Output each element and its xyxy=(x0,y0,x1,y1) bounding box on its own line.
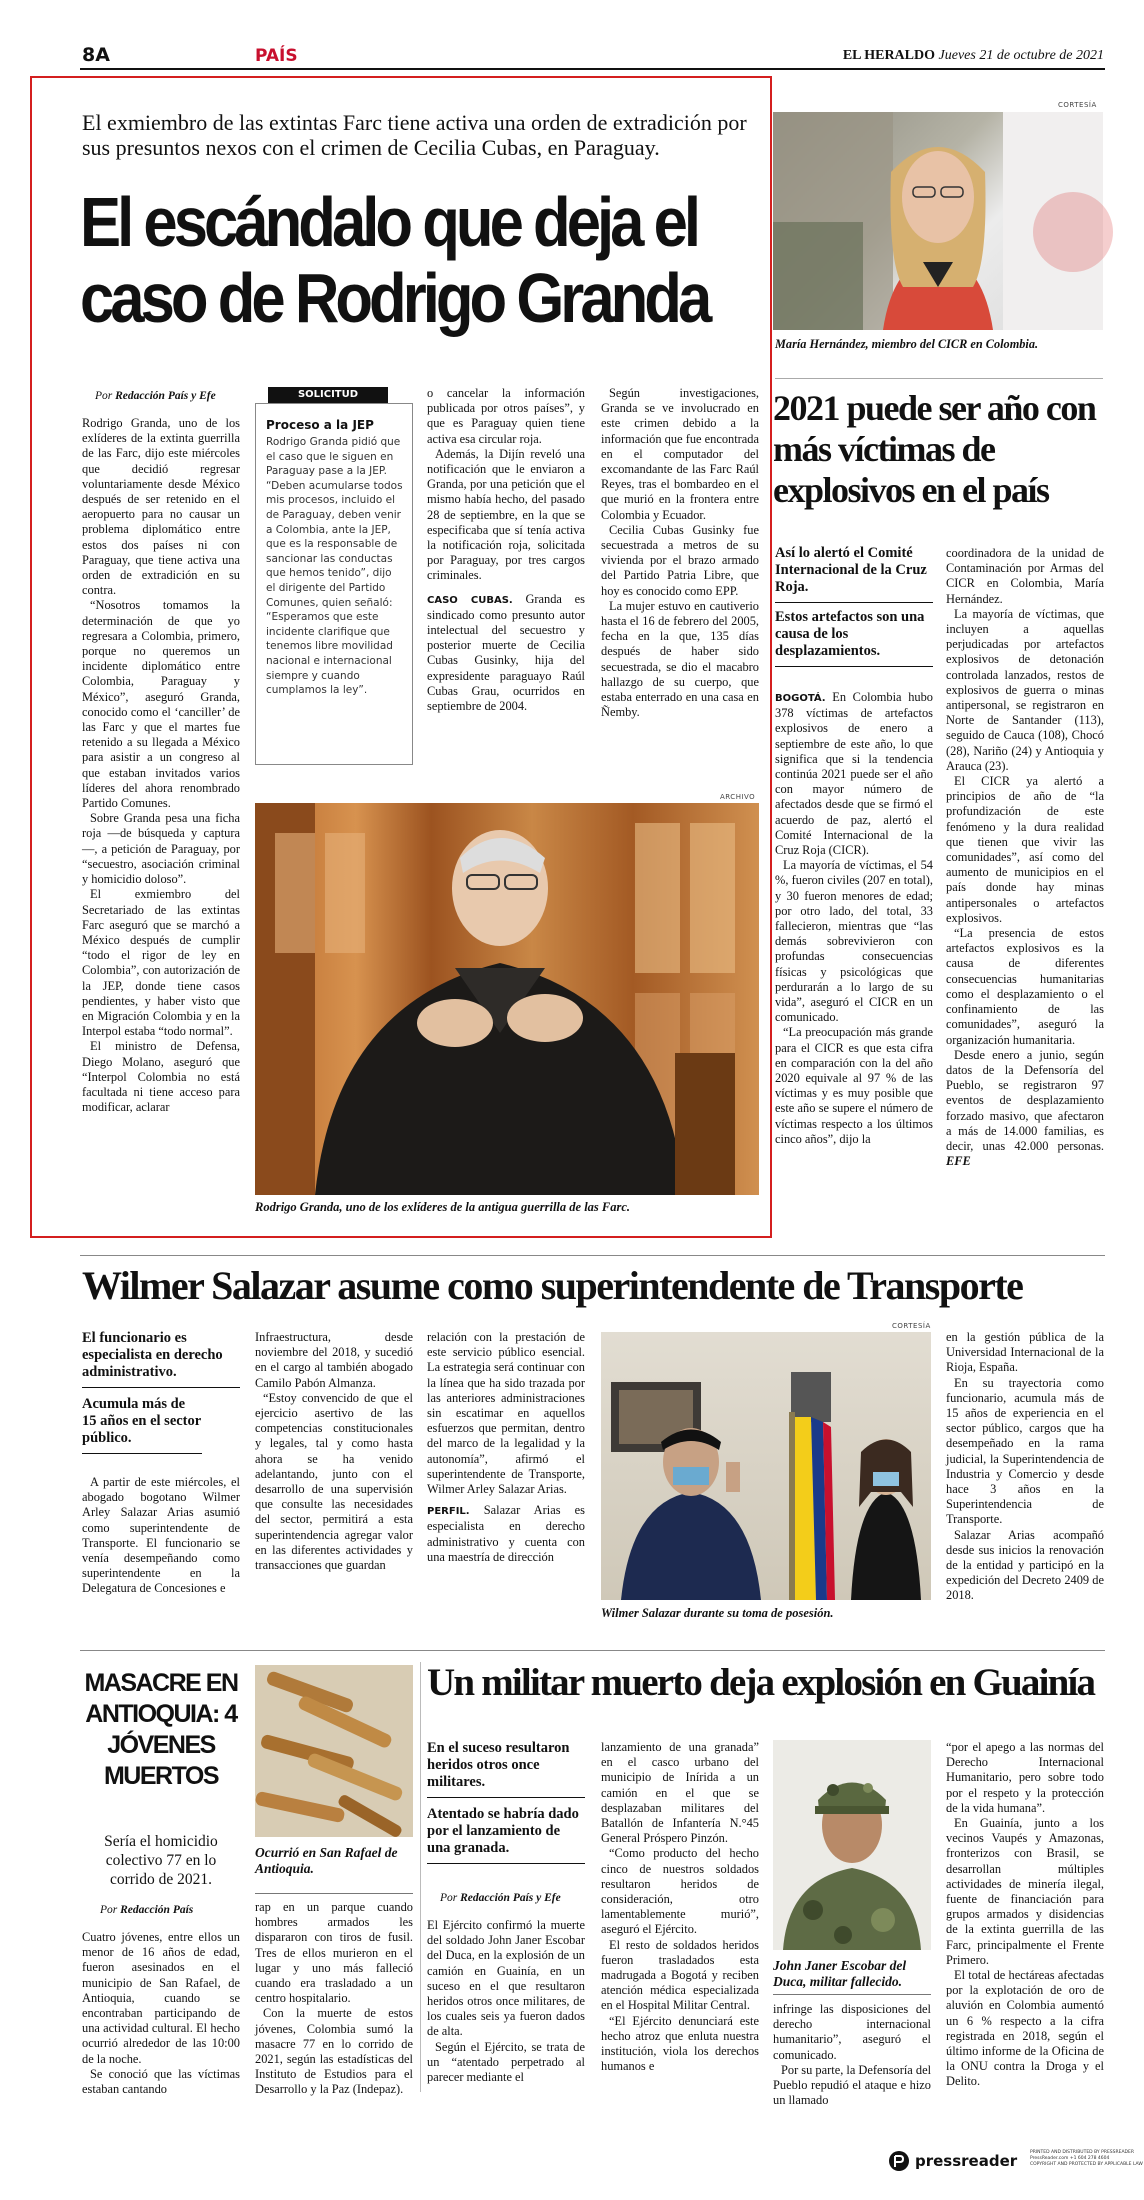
granda-title: El escándalo que deja el caso de Rodrigo Granda xyxy=(80,183,709,337)
paragraph: En su trayectoria como funcionario, acumula más de 15 años de experiencia en el sector público, cargos que ha desempeñado en la rama judicial, la Superintendencia de Industria y Comercio y desde hace 3 años en la Superintendencia de Transporte. xyxy=(946,1375,1104,1527)
salazar-photo-caption: Wilmer Salazar durante su toma de posesión. xyxy=(601,1606,834,1620)
byline-prefix: Por xyxy=(440,1892,458,1904)
lead-in: PERFIL. xyxy=(427,1506,470,1518)
masacre-byline xyxy=(100,1904,193,1916)
salazar-kicker-1: El funcionario es especialista en derecho administrativo. xyxy=(82,1330,240,1388)
paragraph: El Ejército confirmó la muerte del soldado John Janer Escobar del Duca, en la explosión de un camión en Guainía, en un suceso en el que resultaron heridos otros once militares, de los cuales seis ya fueron dados de alta. xyxy=(427,1918,585,2039)
paragraph: infringe las disposiciones del derecho internacional humanitario”, aseguró el comunicado. xyxy=(773,2002,931,2062)
cicr-col-2 xyxy=(775,690,933,1220)
granda-photo-credit: ARCHIVO xyxy=(720,793,756,801)
footer-logo[interactable] xyxy=(888,2150,1017,2172)
paragraph: “Estoy convencido de que el ejercicio asertivo de las competencias constitucionales y legales, tal y como hasta ahora se ha venido adelantando, junto con el desarrollo de una supervisión que consulte las necesidades del sector, permitirá a esta superintendencia agregar valor en las diferentes actividades y transacciones que guardan xyxy=(255,1390,413,1573)
paragraph: “Como producto del hecho cinco de nuestros soldados resultaron heridos de consideración, otro lamentablemente murió”, aseguró el Ejército. xyxy=(601,1846,759,1937)
paragraph: La mayoría de víctimas, el 54 %, fueron civiles (207 en total), y 30 fueron menores de edad; por otro lado, del total, 33 fallecieron, mientras que “las demás sobrevivieron con profundas consecuencias físicas y psicológicas que perdurarán a lo largo de su vida”, aseguró el CICR en un comunicado. xyxy=(775,858,933,1025)
granda-subhead: El exmiembro de las extintas Farc tiene activa una orden de extradición por sus presuntos nexos con el crimen de Cecilia Cubas, en Paraguay. xyxy=(82,110,747,160)
paragraph xyxy=(946,1048,1104,1170)
masacre-caption-rule xyxy=(255,1893,413,1894)
paragraph: Además, la Dijín reveló una notificación que le enviaron a Granda, por una petición que el mismo había hecho, del pasado 28 de septiembre, en la que se especificaba que sí tenía activa la notificación roja, solicitada por Paraguay, por tres cargos criminales. xyxy=(427,446,585,583)
masacre-col-2 xyxy=(255,1900,413,2095)
militar-caption-rule xyxy=(773,1994,931,1995)
byline-prefix: Por xyxy=(100,1904,118,1916)
paragraph: coordinadora de la unidad de Contaminación por Armas del CICR en Colombia, María Hernández. xyxy=(946,546,1104,606)
paragraph: Sobre Granda pesa una ficha roja —de búsqueda y captura—, a petición de Paraguay, por “secuestro, asociación criminal y homicidio doloso”. xyxy=(82,811,240,887)
salazar-col-3 xyxy=(427,1330,585,1630)
section-name: PAÍS xyxy=(255,46,298,66)
cicr-photo-illustration xyxy=(773,112,1103,330)
salazar-col-1 xyxy=(82,1475,240,1625)
granda-col-3 xyxy=(427,386,585,781)
salazar-photo xyxy=(601,1332,931,1600)
paragraph: Según investigaciones, Granda se ve involucrado en este crimen debido a la información que fue encontrada en el computador del excomandante de las Farc Raúl Reyes, tras el bombardeo en el que murió en la frontera entre Colombia y Ecuador. xyxy=(601,386,759,522)
salazar-photo-credit: CORTESÍA xyxy=(892,1322,931,1330)
paragraph: Cecilia Cubas Gusinky fue secuestrada a metros de su vivienda por el brazo armado del Partido Patria Libre, que hoy es conocido como EPP. xyxy=(601,522,759,598)
salazar-title: Wilmer Salazar asume como superintendente de Transporte xyxy=(82,1263,1023,1308)
militar-photo-caption: John Janer Escobar del Duca, militar fallecido. xyxy=(773,1958,907,1989)
paragraph: El exmiembro del Secretariado de las extintas Farc aseguró que se marchó a México después de cumplir “todo el rigor de ley en Colombia”, con autorización de la JEP, donde tiene casos pendientes, y haber visto que en Migración Colombia y en la Interpol estaba “todo normal”. xyxy=(82,887,240,1039)
masacre-photo-caption: Ocurrió en San Rafael de Antioquia. xyxy=(255,1845,398,1876)
cicr-photo-caption: María Hernández, miembro del CICR en Colombia. xyxy=(775,337,1039,351)
lead-in: CASO CUBAS. xyxy=(427,594,513,606)
militar-col-4 xyxy=(946,1740,1104,2100)
sidebar-label: SOLICITUD xyxy=(268,387,388,403)
footer-brand: pressreader xyxy=(915,2152,1018,2170)
salazar-col-2 xyxy=(255,1330,413,1630)
cicr-rule xyxy=(775,378,1103,379)
paragraph: “por el apego a las normas del Derecho Internacional Humanitario, pero sobre todo por el respeto y la protección de la vida humana”. xyxy=(946,1740,1104,1815)
paragraph: o cancelar la información publicada por otros países”, y que es Paraguay quien tiene activa esa circular roja. xyxy=(427,386,585,446)
paragraph: Salazar Arias acompañó desde sus inicios la renovación de la entidad y participó en la expedición del Decreto 2409 de 2018. xyxy=(946,1527,1104,1603)
paragraph: Según el Ejército, se trata de un “atentado perpetrado al parecer mediante el xyxy=(427,2039,585,2085)
paragraph: El total de hectáreas afectadas por la explotación de oro de aluvión en Colombia aumentó un 6 % respecto a la cifra registrada en 2018, según el último informe de la Oficina de la ONU contra la Droga y el Delito. xyxy=(946,1968,1104,2089)
paragraph: rap en un parque cuando hombres armados les dispararon con tiros de fusil. Tres de ellos murieron en el lugar y uno más falleció cuando era trasladado a un centro hospitalario. xyxy=(255,1900,413,2006)
paragraph: El ministro de Defensa, Diego Molano, aseguró que “Interpol Colombia no está facultada ni tiene acceso para modificar, aclarar xyxy=(82,1039,240,1115)
cicr-photo xyxy=(773,112,1103,330)
paper-name: EL HERALDO xyxy=(842,48,936,63)
fine-line-2: PressReader.com +1 604 278 4604 xyxy=(1030,2156,1110,2161)
paragraph: “La preocupación más grande para el CICR es que esta cifra en comparación con la del año 2020 equivale al 97 % de las víctimas y es muy posible que este año se supere el número de víctimas respecto a los últimos cinco años”, dijo la xyxy=(775,1025,933,1146)
paragraph: Con la muerte de estos jóvenes, Colombia sumó la masacre 77 en lo corrido de 2021, según las estadísticas del Instituto de Estudios para el Desarrollo y la Paz (Indepaz). xyxy=(255,2006,413,2097)
paragraph: “La presencia de estos artefactos explosivos es la causa de diferentes consecuencias humanitarias como el desplazamiento o el confinamiento de las comunidades”, aseguró la organización humanitaria. xyxy=(946,926,1104,1047)
granda-photo-caption: Rodrigo Granda, uno de los exlíderes de la antigua guerrilla de las Farc. xyxy=(255,1200,631,1214)
issue-date: Jueves 21 de octubre de 2021 xyxy=(938,48,1104,63)
masacre-subtitle: Sería el homicidio colectivo 77 en lo corrido de 2021. xyxy=(104,1833,218,1888)
lead-text: En Colombia hubo 378 víctimas de artefactos explosivos de enero a septiembre de este año, lo que significa que si la tendencia continúa 2021 puede ser el año con mayor número de afectados desde que se firmó el acuerdo de paz, alertó el Comité Internacional de la Cruz Roja (CICR). xyxy=(775,690,933,858)
column-divider xyxy=(420,1662,421,2092)
militar-byline xyxy=(440,1892,561,1904)
granda-photo xyxy=(255,803,759,1195)
militar-kickers xyxy=(427,1740,585,1864)
paragraph: Infraestructura, desde noviembre del 2018, y sucedió en el cargo al también abogado Camilo Pabón Almanza. xyxy=(255,1330,413,1390)
salazar-col-4 xyxy=(946,1330,1104,1635)
cicr-kicker-2: Estos artefactos son una causa de los desplazamientos. xyxy=(775,609,933,667)
byline-author: Redacción País y Efe xyxy=(115,390,216,402)
granda-byline xyxy=(95,390,216,402)
section-divider-2 xyxy=(80,1650,1105,1651)
paragraph-text: Desde enero a junio, según datos de la Defensoría del Pueblo, se registraron 97 eventos de desplazamiento forzado masivo, que afectaron a más de 14.000 familias, es decir, unas 42.000 personas. xyxy=(946,1047,1104,1153)
militar-col-2 xyxy=(601,1740,759,2095)
paragraph: En Guainía, junto a los vecinos Vaupés y Amazonas, fronterizos con Brasil, se desarrollan múltiples actividades de minería ilegal, fuente de financiación para grupos armados y disidencias de la extinta guerrilla de las Farc, principalmente el Frente Primero. xyxy=(946,1816,1104,1967)
militar-photo-illustration xyxy=(773,1740,931,1950)
sidebar-text: Rodrigo Granda pidió que el caso que le siguen en Paraguay pase a la JEP. “Deben acumularse todos mis procesos, incluido el de Paraguay, deben venir a Colombia, ante la JEP, que es la responsable de sancionar las conductas que hemos tenido”, dijo el dirigente del Partido Comunes, quien señaló: “Esperamos que este incidente clarifique que tenemos libre movilidad nacional e internacional siempre y cuando cumplamos la ley”. xyxy=(266,436,403,697)
header-rule xyxy=(80,68,1105,70)
masacre-title: MASACRE EN ANTIOQUIA: 4 JÓVENES MUERTOS xyxy=(84,1669,238,1790)
paragraph xyxy=(427,592,585,715)
fine-line-3: COPYRIGHT AND PROTECTED BY APPLICABLE LAW xyxy=(1030,2162,1143,2167)
fine-line-1: PRINTED AND DISTRIBUTED BY PRESSREADER xyxy=(1030,2150,1134,2155)
granda-col-4 xyxy=(601,386,759,781)
lead-text: Salazar Arias es especialista en derecho administrativo y cuenta con una maestría de dirección xyxy=(427,1503,585,1564)
granda-col-1 xyxy=(82,416,240,1176)
cicr-title: 2021 puede ser año con más víctimas de explosivos en el país xyxy=(773,388,1096,510)
salazar-photo-illustration xyxy=(601,1332,931,1600)
paragraph: A partir de este miércoles, el abogado bogotano Wilmer Arley Salazar Arias asumió como superintendente de Transporte. El funcionario se venía desempeñando como superintendente en la Delegatura de Concesiones e xyxy=(82,1475,240,1596)
masacre-photo xyxy=(255,1665,413,1837)
militar-col-3 xyxy=(773,2002,932,2108)
lead-in: BOGOTÁ. xyxy=(775,693,826,704)
section-divider-1 xyxy=(80,1255,1105,1256)
sidebar-box xyxy=(255,403,413,765)
paragraph: La mayoría de víctimas, que incluyen a aquellas perjudicadas por artefactos explosivos de detonación controlada lanzados, restos de explosivos de guerra o minas antipersonal, se registraron en Norte de Santander (113), seguido de Cauca (108), Chocó (28), Nariño (24) y Antioquia y Arauca (23). xyxy=(946,606,1104,773)
militar-title: Un militar muerto deja explosión en Guainía xyxy=(427,1661,1095,1704)
paragraph: Rodrigo Granda, uno de los exlíderes de la extinta guerrilla de las Farc, dijo este miércoles que decidió regresar voluntariamente desde México después de ser retenido en el aeropuerto para no causar un problema diplomático entre estos dos países ni con Paraguay, que tiene activa una orden de extradición en su contra. xyxy=(82,416,240,598)
salazar-kickers xyxy=(82,1330,240,1454)
salazar-kicker-2: Acumula más de 15 años en el sector público. xyxy=(82,1396,202,1454)
paragraph: “El Ejército denunciará este hecho atroz que enluta nuestra institución, viola los derechos humanos e xyxy=(601,2013,759,2074)
masacre-col-1 xyxy=(82,1930,240,2095)
militar-col-1 xyxy=(427,1918,585,2098)
militar-kicker-1: En el suceso resultaron heridos otros once militares. xyxy=(427,1740,585,1798)
page-number: 8A xyxy=(82,44,110,66)
byline-prefix: Por xyxy=(95,390,113,402)
paragraph xyxy=(775,690,933,858)
paragraph: La mujer estuvo en cautiverio hasta el 16 de febrero del 2005, fecha en la que, 135 días después de haber sido secuestrada, se dio el macabro hallazgo de su cuerpo, que estaba enterrado en una casa en Ñemby. xyxy=(601,598,759,720)
paragraph: en la gestión pública de la Universidad Internacional de la Rioja, España. xyxy=(946,1330,1104,1375)
masacre-photo-illustration xyxy=(255,1665,413,1837)
lead-text: Granda es sindicado como presunto autor intelectual del secuestro y posterior muerte de Cecilia Cubas Gusinky, hija del expresidente paraguayo Raúl Cubas Grau, ocurridos en septiembre de 2004. xyxy=(427,591,585,714)
signature: EFE xyxy=(946,1154,971,1169)
cicr-kicker-1: Así lo alertó el Comité Internacional de la Cruz Roja. xyxy=(775,545,933,603)
paragraph: Por su parte, la Defensoría del Pueblo repudió el ataque e hizo un llamado xyxy=(773,2062,932,2108)
byline-author: Redacción País y Efe xyxy=(460,1892,561,1904)
cicr-col-3 xyxy=(946,546,1104,1236)
paragraph: lanzamiento de una granada” en el casco urbano del municipio de Inírida a un camión en el que se desplazaban militares del Batallón de Infantería N.°45 General Próspero Pinzón. xyxy=(601,1740,759,1846)
footer-fineprint xyxy=(1030,2150,1143,2168)
masthead xyxy=(843,48,1104,64)
cicr-photo-credit: CORTESÍA xyxy=(1058,101,1097,109)
paragraph: El resto de soldados heridos fueron trasladados esta madrugada a Bogotá y reciben atención médica especializada en el Hospital Militar Central. xyxy=(601,1937,759,2013)
byline-author: Redacción País xyxy=(120,1904,194,1916)
militar-kicker-2: Atentado se habría dado por el lanzamiento de una granada. xyxy=(427,1806,585,1864)
paragraph: Cuatro jóvenes, entre ellos un menor de 16 años de edad, fueron asesinados en el municipio de San Rafael, de Antioquia, cuando se encontraban participando de una actividad cultural. El hecho ocurrió alrededor de las 10:00 de la noche. xyxy=(82,1930,240,2066)
paragraph: relación con la prestación de este servicio público esencial. La estrategia será continuar con la línea que ha sido trazada por las anteriores administraciones sin escatimar en aquellos esfuerzos que permitan, dentro del marco de la legalidad y la autonomía”, afirmó el superintendente de Transporte, Wilmer Arley Salazar Arias. xyxy=(427,1330,585,1497)
granda-photo-illustration xyxy=(255,803,759,1195)
paragraph: Se conoció que las víctimas estaban cantando xyxy=(82,2066,240,2097)
cicr-kickers xyxy=(775,545,933,667)
sidebar-title: Proceso a la JEP xyxy=(266,418,374,432)
militar-photo xyxy=(773,1740,931,1950)
paragraph: El CICR ya alertó a principios de año de “la profundización de este fenómeno y la dura realidad que tienen que vivir las comunidades”, así como del aumento de municipios en el país donde hay minas antipersonales o artefactos explosivos. xyxy=(946,774,1104,925)
pressreader-icon xyxy=(888,2150,910,2172)
paragraph xyxy=(427,1503,585,1565)
paragraph: “Nosotros tomamos la determinación de que yo regresara a Colombia, primero, porque no queremos un incidente diplomático entre Colombia, Paraguay y México”, aseguró Granda, conocido como el ‘canciller’ de las Farc y que el martes fue retenido a su llegada a México para asistir a un congreso al que estaban invitados varios líderes del ahora renombrado Partido Comunes. xyxy=(82,598,240,811)
